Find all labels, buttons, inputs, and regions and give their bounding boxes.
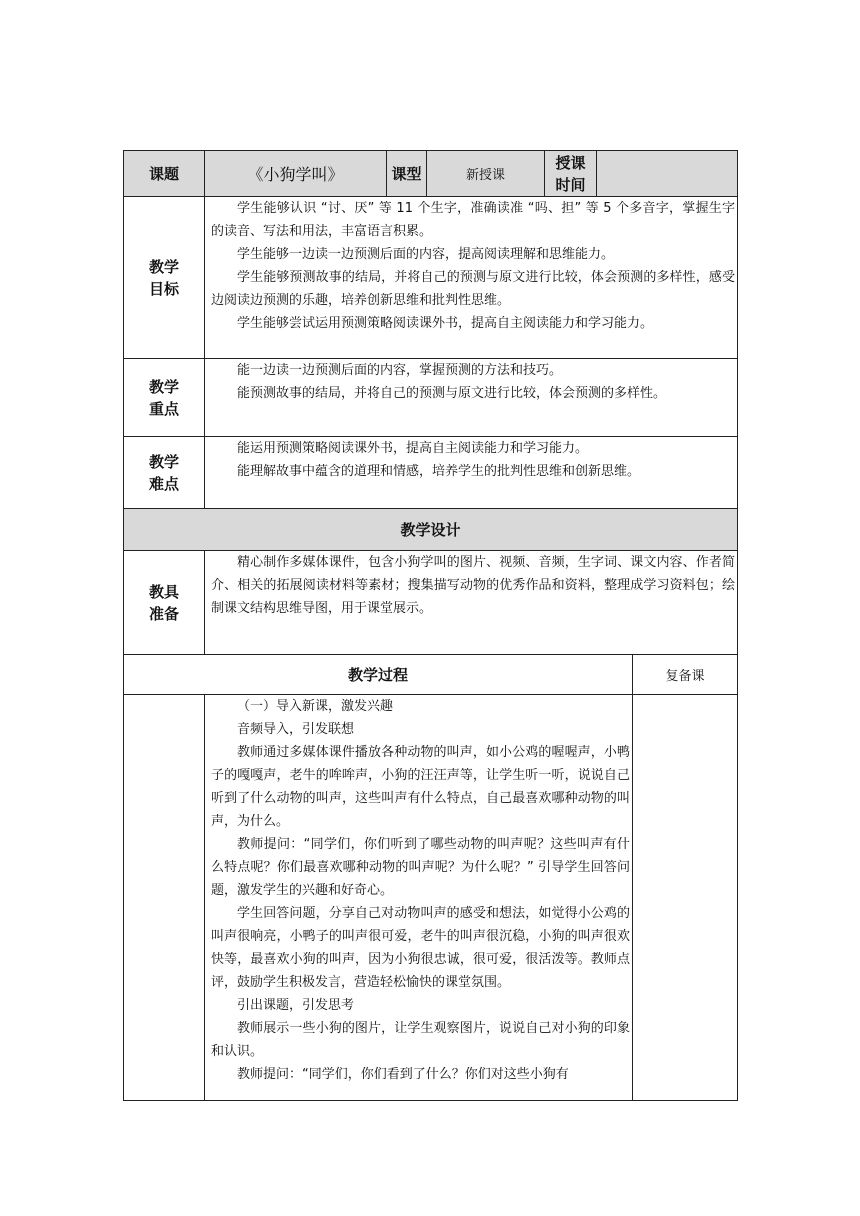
type-label: 课型 — [387, 151, 427, 197]
goal-item: 学生能够预测故事的结局，并将自己的预测与原文进行比较，体会预测的多样性，感受边阅读边预测的乐趣，培养创新思维和批判性思维。 — [211, 270, 735, 308]
time-label: 授课时间 — [545, 151, 597, 197]
topic-value: 《小狗学叫》 — [205, 151, 387, 197]
key-points-label: 教学重点 — [124, 359, 205, 437]
lesson-plan-table — [123, 150, 738, 1101]
key-points-content — [205, 359, 738, 437]
process-left-blank — [124, 695, 205, 1101]
difficulty-item: 能理解故事中蕴含的道理和情感，培养学生的批判性思维和创新思维。 — [237, 464, 641, 479]
difficulty-item: 能运用预测策略阅读课外书，提高自主阅读能力和学习能力。 — [237, 441, 589, 456]
materials-content — [205, 551, 738, 655]
process-paragraph: 教师展示一些小狗的图片，让学生观察图片，说说自己对小狗的印象和认识。 — [211, 1021, 630, 1059]
review-column — [633, 695, 738, 1101]
materials-label: 教具准备 — [124, 551, 205, 655]
process-paragraph: 音频导入，引发联想 — [237, 722, 355, 737]
process-content — [205, 695, 633, 1101]
materials-row — [124, 551, 738, 655]
process-paragraph: 教师通过多媒体课件播放各种动物的叫声，如小公鸡的喔喔声，小鸭子的嘎嘎声，老牛的哞哞声，小狗的汪汪声等，让学生听一听，说说自己听到了什么动物的叫声，这些叫声有什么特点，自己最喜欢哪种动物的叫声，为什么。 — [211, 745, 630, 829]
key-point-item: 能一边读一边预测后面的内容，掌握预测的方法和技巧。 — [237, 363, 563, 378]
review-label: 复备课 — [633, 655, 738, 695]
header-row — [124, 151, 738, 197]
difficulties-row — [124, 437, 738, 509]
process-paragraph: 引出课题，引发思考 — [237, 998, 355, 1013]
lesson-plan-page — [123, 150, 737, 1102]
goal-item: 学生能够认识 “讨、厌” 等 11 个生字，准确读准 “吗、担” 等 5 个多音字，掌握生字的读音、写法和用法，丰富语言积累。 — [211, 201, 735, 239]
process-paragraph: 教师提问：“同学们，你们看到了什么？你们对这些小狗有 — [237, 1067, 569, 1082]
goal-item: 学生能够一边读一边预测后面的内容，提高阅读理解和思维能力。 — [237, 247, 615, 262]
goal-item: 学生能够尝试运用预测策略阅读课外书，提高自主阅读能力和学习能力。 — [237, 316, 654, 331]
process-header-row — [124, 655, 738, 695]
process-title: 教学过程 — [124, 655, 633, 695]
process-paragraph: （一）导入新课，激发兴趣 — [237, 699, 394, 714]
process-row — [124, 695, 738, 1101]
process-paragraph: 学生回答问题，分享自己对动物叫声的感受和想法，如觉得小公鸡的叫声很响亮，小鸭子的叫声很可爱，老牛的叫声很沉稳，小狗的叫声很欢快等，最喜欢小狗的叫声，因为小狗很忠诚，很可爱，很活泼等。教师点评，鼓励学生积极发言，营造轻松愉快的课堂氛围。 — [211, 906, 630, 990]
difficulties-content — [205, 437, 738, 509]
design-title-row — [124, 509, 738, 551]
process-paragraph: 教师提问：“同学们，你们听到了哪些动物的叫声呢？这些叫声有什么特点呢？你们最喜欢哪种动物的叫声呢？为什么呢？” 引导学生回答问题，激发学生的兴趣和好奇心。 — [211, 837, 630, 898]
goals-label: 教学目标 — [124, 197, 205, 359]
goals-content — [205, 197, 738, 359]
goals-row — [124, 197, 738, 359]
type-value: 新授课 — [427, 151, 545, 197]
key-points-row — [124, 359, 738, 437]
time-value — [597, 151, 738, 197]
topic-label: 课题 — [124, 151, 205, 197]
difficulties-label: 教学难点 — [124, 437, 205, 509]
materials-item: 精心制作多媒体课件，包含小狗学叫的图片、视频、音频，生字词、课文内容、作者简介、相关的拓展阅读材料等素材；搜集描写动物的优秀作品和资料，整理成学习资料包；绘制课文结构思维导图，用于课堂展示。 — [211, 555, 735, 616]
key-point-item: 能预测故事的结局，并将自己的预测与原文进行比较，体会预测的多样性。 — [237, 386, 667, 401]
design-title: 教学设计 — [124, 509, 738, 551]
